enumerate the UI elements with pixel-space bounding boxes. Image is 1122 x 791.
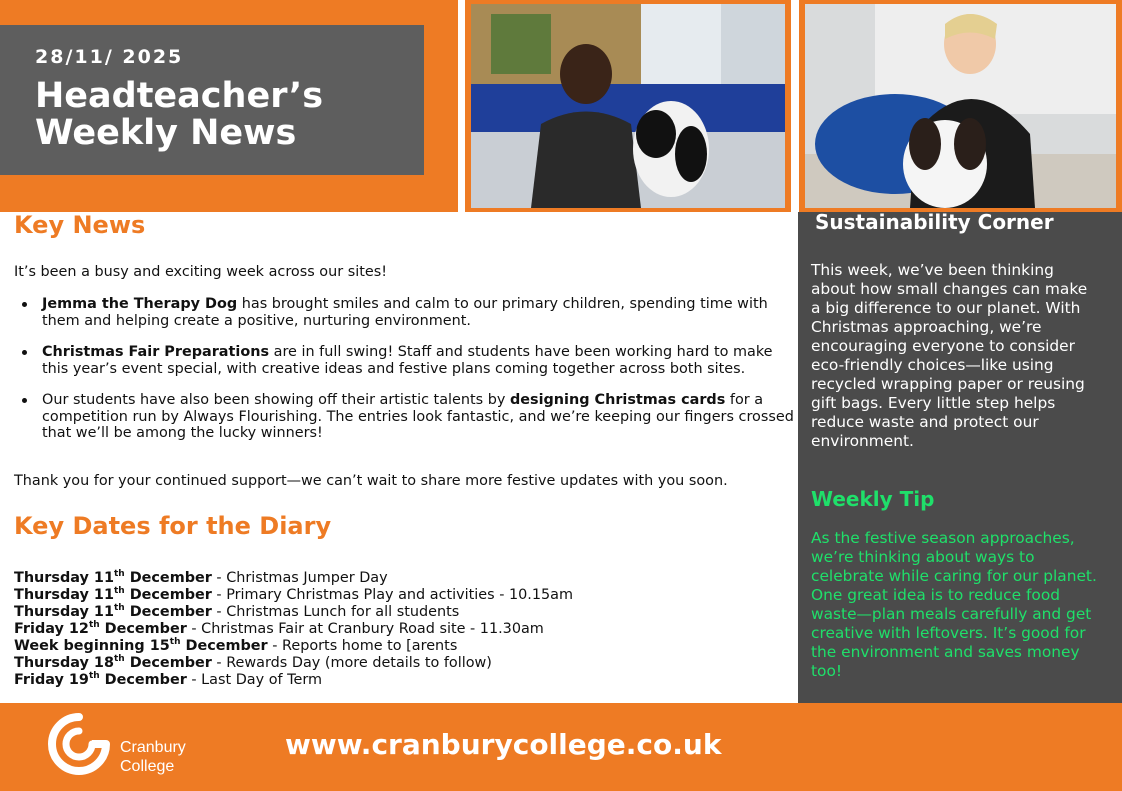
weekly-tip-text: As the festive season approaches, we’re thinking about ways to celebrate while caring for our planet. One great idea is to reduce food waste—plan meals carefully and get creative with leftovers. It’s good for the environment and saves money too! <box>811 529 1097 680</box>
title-line-1: Headteacher’s <box>35 76 324 116</box>
key-news-list <box>14 296 802 457</box>
weekly-tip-heading: Weekly Tip <box>811 487 935 511</box>
photo-boy-with-therapy-dog <box>465 0 791 212</box>
photo-image <box>471 4 785 208</box>
cranbury-logo-text: Cranbury College <box>120 739 186 775</box>
photo-image <box>805 4 1116 208</box>
newsletter-title <box>35 78 323 152</box>
date-row: Friday 12th December - Christmas Fair at Cranbury Road site - 11.30am <box>14 620 544 637</box>
key-news-intro: It’s been a busy and exciting week across our sites! <box>14 264 387 280</box>
key-dates-heading: Key Dates for the Diary <box>14 512 332 540</box>
photo-student-with-therapy-dog <box>799 0 1122 212</box>
date-row: Thursday 18th December - Rewards Day (more details to follow) <box>14 654 492 671</box>
sustainability-heading: Sustainability Corner <box>815 210 1054 234</box>
date-row: Thursday 11th December - Christmas Jumper Day <box>14 569 388 586</box>
website-link[interactable]: www.cranburycollege.co.uk <box>285 728 722 761</box>
newsletter-date: 28/11/ 2025 <box>35 46 184 68</box>
date-row: Week beginning 15th December - Reports home to [arents <box>14 637 458 654</box>
sustainability-text: This week, we’ve been thinking about how small changes can make a big difference to our planet. With Christmas approaching, we’re encouraging everyone to consider eco-friendly choices—like using recycled wrapping paper or reusing gift bags. Every little step helps reduce waste and protect our environment. <box>811 261 1088 450</box>
key-news-thanks: Thank you for your continued support—we can’t wait to share more festive updates with you soon. <box>14 473 728 489</box>
date-row: Thursday 11th December - Primary Christmas Play and activities - 10.15am <box>14 586 574 603</box>
key-news-heading: Key News <box>14 211 146 239</box>
news-item-christmas-cards: Our students have also been showing off their artistic talents by designing Christmas cards for a competition run by Always Flourishing. The entries look fantastic, and we’re keeping our fingers crossed that we’ll be among the lucky winners! <box>42 392 802 442</box>
date-row: Thursday 11th December - Christmas Lunch for all students <box>14 603 460 620</box>
title-line-2: Weekly News <box>35 113 297 153</box>
news-item-therapy-dog: Jemma the Therapy Dog has brought smiles and calm to our primary children, spending time with them and helping create a positive, nurturing environment. <box>42 296 802 329</box>
date-row: Friday 19th December - Last Day of Term <box>14 671 323 688</box>
cranbury-logo-icon <box>46 711 112 777</box>
news-item-christmas-fair: Christmas Fair Preparations are in full swing! Staff and students have been working hard to make this year’s event special, with creative ideas and festive plans coming together across both sites. <box>42 344 802 377</box>
key-dates-list <box>14 570 573 689</box>
